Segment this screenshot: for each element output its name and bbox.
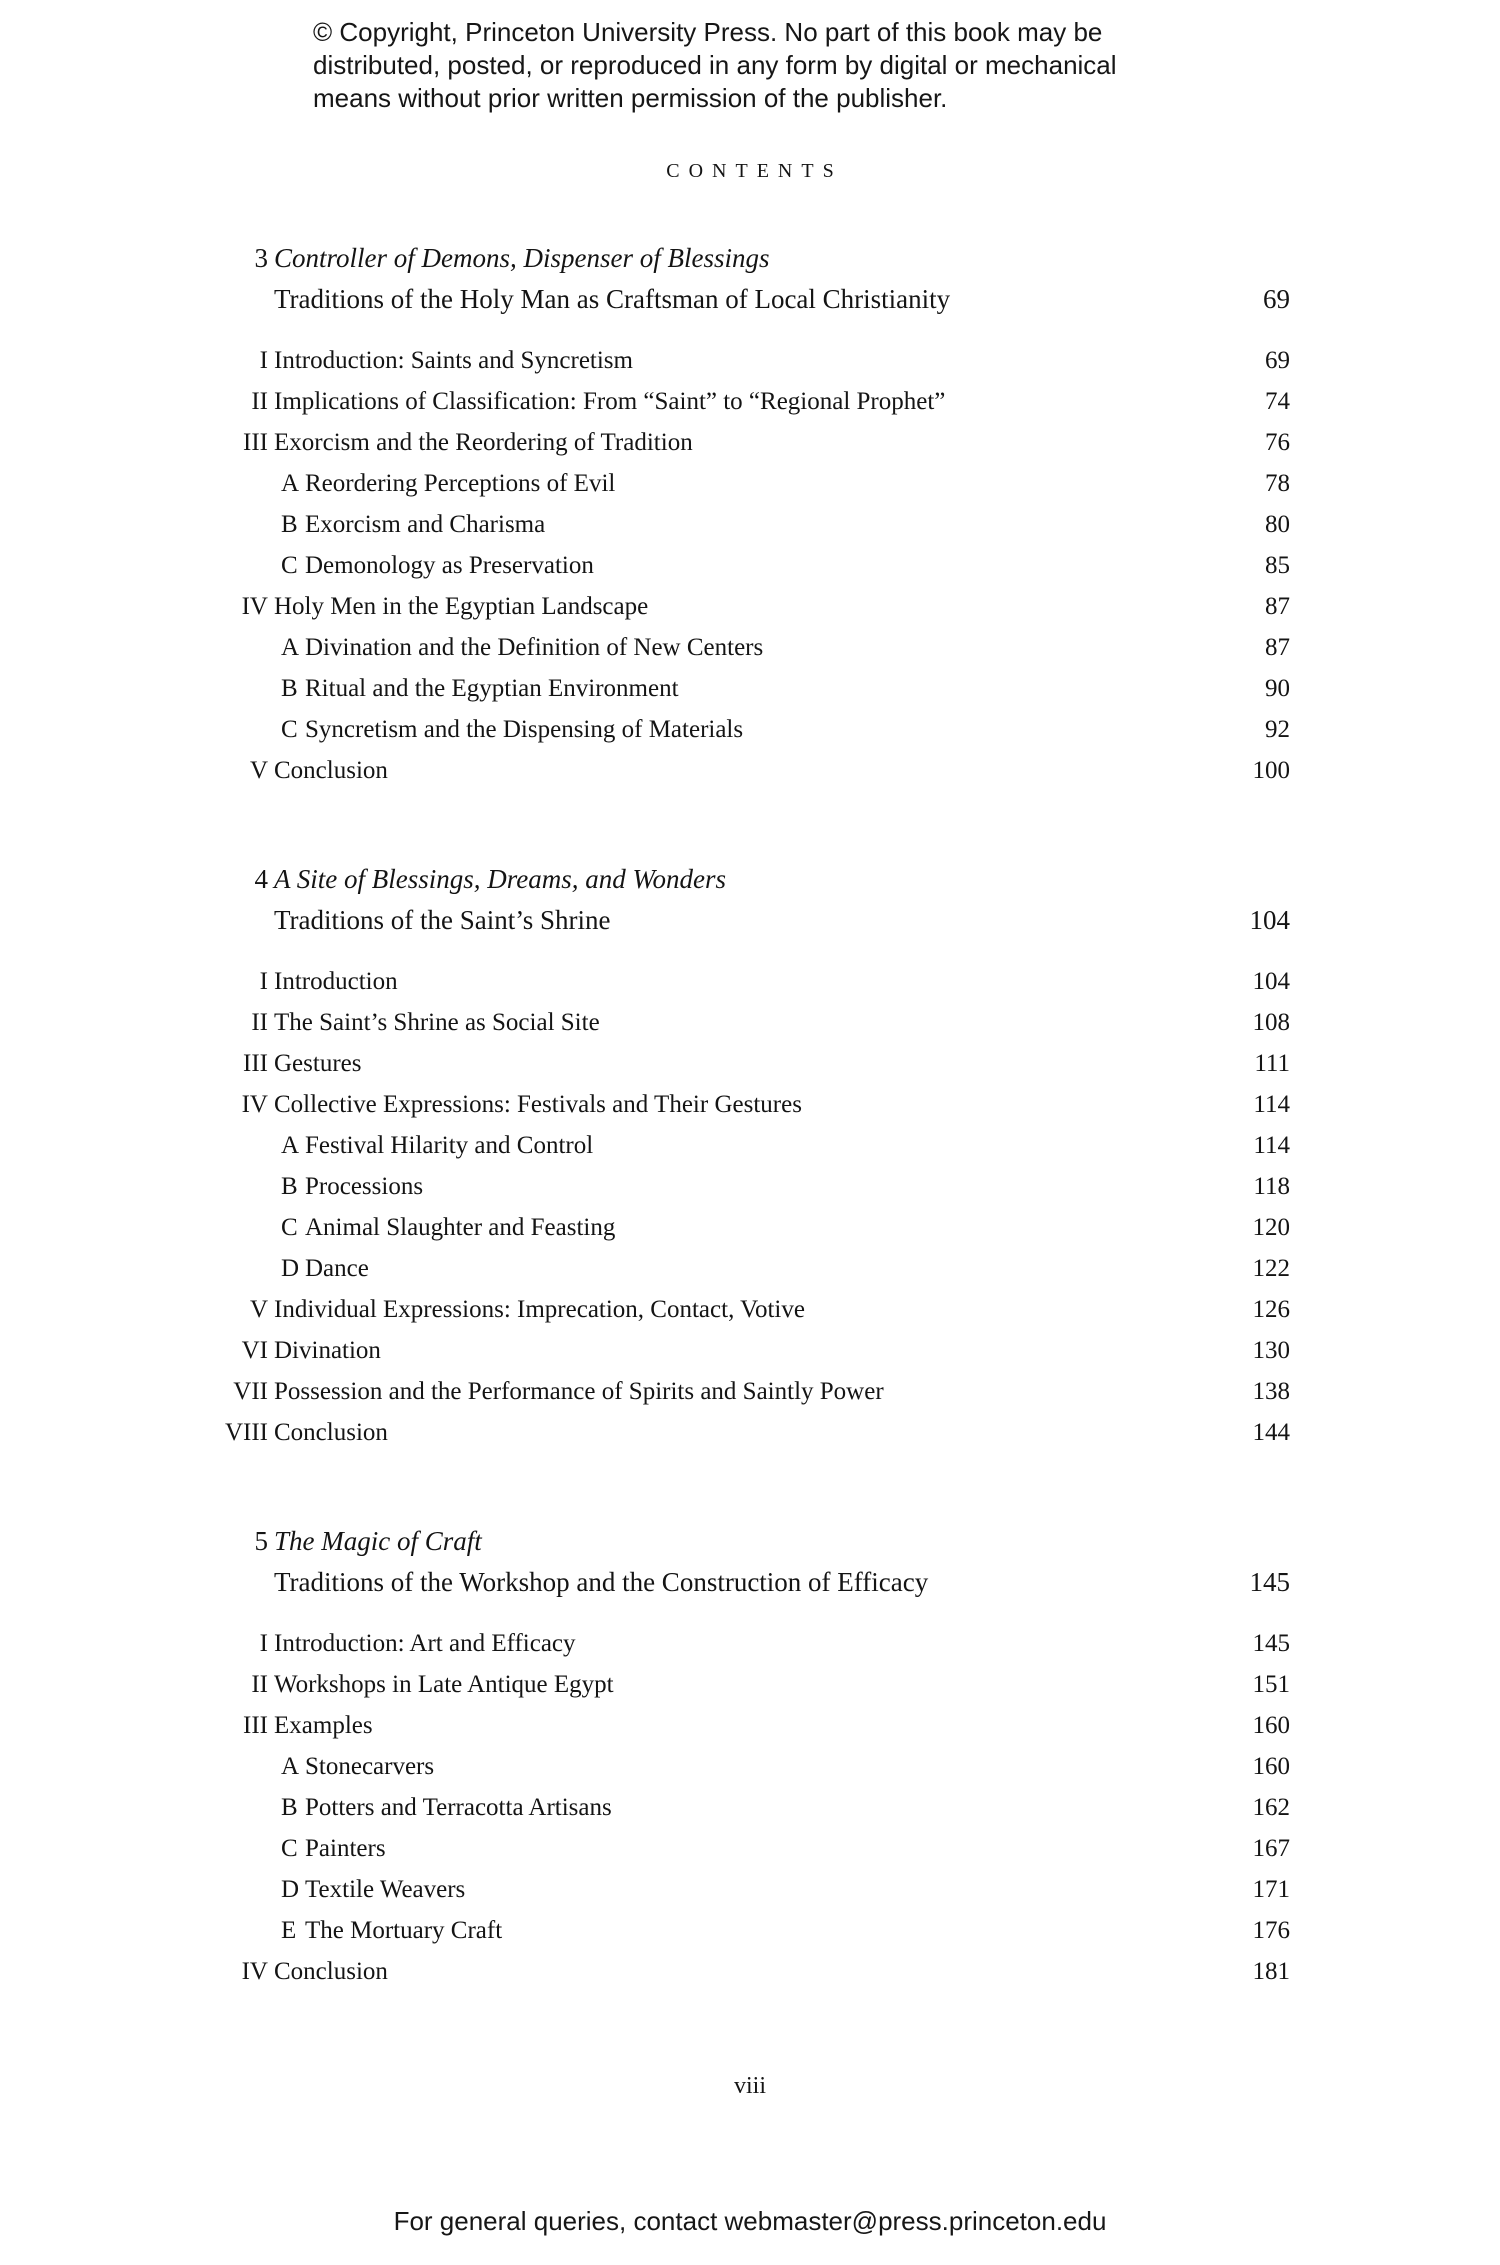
copyright-line: distributed, posted, or reproduced in any form by digital or mechanical: [313, 50, 1117, 80]
entry-label: Ritual and the Egyptian Environment: [305, 675, 679, 702]
entry-label-wrap: [274, 1951, 1230, 1992]
entry-letter: B: [281, 511, 298, 538]
entry-label-wrap: [274, 340, 1230, 381]
toc-entry: [160, 1084, 1290, 1125]
chapter-page: 104: [1249, 905, 1290, 935]
toc-entry: [160, 1412, 1290, 1453]
entry-page: 114: [1253, 1132, 1290, 1159]
entry-label: Stonecarvers: [305, 1753, 435, 1780]
entry-page: 144: [1252, 1419, 1290, 1446]
entry-label-wrap: [274, 1166, 1230, 1207]
chapter-number: 4: [254, 864, 268, 894]
folio-page-number: viii: [733, 2073, 766, 2099]
entry-numeral: VII: [233, 1378, 268, 1405]
entry-letter: C: [281, 1835, 298, 1862]
entry-label: Syncretism and the Dispensing of Materials: [305, 716, 744, 743]
entry-label: Painters: [305, 1835, 386, 1862]
entry-label: Exorcism and the Reordering of Tradition: [274, 429, 693, 456]
entry-label: Individual Expressions: Imprecation, Contact, Votive: [274, 1296, 805, 1323]
entry-page: 145: [1252, 1630, 1290, 1657]
toc-entry: [160, 340, 1290, 381]
toc-entry: [160, 1002, 1290, 1043]
entry-label-wrap: [274, 1623, 1230, 1664]
entry-label-wrap: [274, 422, 1230, 463]
entry-letter: C: [281, 716, 298, 743]
entry-label-wrap: [274, 627, 1230, 668]
entry-letter: C: [281, 552, 298, 579]
entry-numeral: IV: [241, 593, 268, 620]
entry-numeral: I: [259, 1630, 268, 1657]
entry-numeral: II: [251, 1009, 268, 1036]
entry-page: 176: [1252, 1917, 1290, 1944]
entry-page: 92: [1265, 716, 1290, 743]
entry-label-wrap: [274, 1412, 1230, 1453]
entry-label-wrap: [274, 1371, 1230, 1412]
toc-entry: [160, 586, 1290, 627]
chapter-heading: [160, 859, 1290, 900]
entry-label: Collective Expressions: Festivals and Their Gestures: [274, 1091, 802, 1118]
toc-entry: [160, 627, 1290, 668]
entry-letter: B: [281, 1794, 298, 1821]
toc-entry: [160, 422, 1290, 463]
toc-entry: [160, 750, 1290, 791]
entry-numeral: I: [259, 968, 268, 995]
entry-label: Examples: [274, 1712, 373, 1739]
entry-label: Implications of Classification: From “Saint” to “Regional Prophet”: [274, 388, 946, 415]
entry-label: Divination and the Definition of New Centers: [305, 634, 764, 661]
entry-label-wrap: [274, 1664, 1230, 1705]
chapter-number: 3: [254, 243, 268, 273]
toc-entry: [160, 1623, 1290, 1664]
chapter-subtitle: Traditions of the Workshop and the Construction of Efficacy: [274, 1567, 929, 1597]
entry-letter: E: [281, 1917, 297, 1944]
toc-entry: [160, 1664, 1290, 1705]
entry-label: Exorcism and Charisma: [305, 511, 546, 538]
entry-letter: A: [281, 1132, 300, 1159]
entry-label: Potters and Terracotta Artisans: [305, 1794, 612, 1821]
entry-label-wrap: [274, 1828, 1230, 1869]
entry-label-wrap: [274, 545, 1230, 586]
entry-label-wrap: [274, 1125, 1230, 1166]
entry-label: Reordering Perceptions of Evil: [305, 470, 616, 497]
entry-label: Animal Slaughter and Feasting: [305, 1214, 616, 1241]
toc-entry: [160, 709, 1290, 750]
chapter-page: 145: [1249, 1567, 1290, 1597]
entry-label: Holy Men in the Egyptian Landscape: [274, 593, 649, 620]
entry-page: 181: [1252, 1958, 1290, 1985]
toc-entry: [160, 1828, 1290, 1869]
entry-page: 69: [1265, 347, 1290, 374]
entry-page: 118: [1253, 1173, 1290, 1200]
entry-page: 122: [1252, 1255, 1290, 1282]
entry-label-wrap: [274, 750, 1230, 791]
entry-label-wrap: [274, 709, 1230, 750]
entry-label-wrap: [274, 1869, 1230, 1910]
toc-entry: [160, 1910, 1290, 1951]
toc-entry: [160, 1787, 1290, 1828]
entry-label: Divination: [274, 1337, 381, 1364]
entry-label-wrap: [274, 1910, 1230, 1951]
entry-label: Conclusion: [274, 1958, 388, 1985]
entry-numeral: II: [251, 388, 268, 415]
entry-page: 126: [1252, 1296, 1290, 1323]
chapter-heading: [160, 238, 1290, 279]
chapter-title: The Magic of Craft: [274, 1526, 482, 1556]
entry-label-wrap: [274, 381, 1230, 422]
entry-label: Introduction: Art and Efficacy: [274, 1630, 576, 1657]
toc-entry: [160, 1371, 1290, 1412]
entry-page: 78: [1265, 470, 1290, 497]
entry-label-wrap: [274, 1746, 1230, 1787]
entry-numeral: IV: [241, 1958, 268, 1985]
toc-entry: [160, 1207, 1290, 1248]
entry-label-wrap: [274, 1084, 1230, 1125]
entry-label: Workshops in Late Antique Egypt: [274, 1671, 614, 1698]
toc-entry: [160, 381, 1290, 422]
entry-letter: A: [281, 470, 300, 497]
entry-label: The Saint’s Shrine as Social Site: [274, 1009, 600, 1036]
chapter-subtitle: Traditions of the Saint’s Shrine: [274, 905, 611, 935]
entry-page: 171: [1252, 1876, 1290, 1903]
entry-label-wrap: [274, 504, 1230, 545]
entry-page: 138: [1252, 1378, 1290, 1405]
toc-entry: [160, 1869, 1290, 1910]
entry-page: 167: [1252, 1835, 1290, 1862]
entry-letter: B: [281, 1173, 298, 1200]
entry-page: 108: [1252, 1009, 1290, 1036]
entry-numeral: III: [243, 429, 268, 456]
entry-numeral: III: [243, 1712, 268, 1739]
toc-entry: [160, 1043, 1290, 1084]
entries-gap: [160, 941, 1290, 961]
entry-numeral: VI: [241, 1337, 268, 1364]
entry-page: 100: [1252, 757, 1290, 784]
entry-letter: D: [281, 1255, 300, 1282]
chapter-subtitle-row: [160, 279, 1290, 320]
entry-page: 74: [1265, 388, 1290, 415]
entry-numeral: III: [243, 1050, 268, 1077]
chapter-subtitle-row: [160, 1562, 1290, 1603]
toc-entry: [160, 1951, 1290, 1992]
entry-page: 87: [1265, 593, 1290, 620]
entry-page: 160: [1252, 1753, 1290, 1780]
entry-label-wrap: [274, 668, 1230, 709]
entry-numeral: V: [249, 757, 268, 784]
entry-label: Conclusion: [274, 757, 388, 784]
entry-label-wrap: [274, 1289, 1230, 1330]
toc-entry: [160, 1705, 1290, 1746]
entry-letter: D: [281, 1876, 300, 1903]
copyright-line: means without prior written permission of the publisher.: [313, 83, 948, 113]
toc-entry: [160, 1289, 1290, 1330]
entry-label: Festival Hilarity and Control: [305, 1132, 594, 1159]
entry-page: 76: [1265, 429, 1290, 456]
toc-entry: [160, 1746, 1290, 1787]
chapter-gap: [160, 791, 1290, 859]
toc-entry: [160, 545, 1290, 586]
entry-letter: C: [281, 1214, 298, 1241]
entry-label-wrap: [274, 1787, 1230, 1828]
page-title: CONTENTS: [666, 160, 843, 182]
toc-entry: [160, 668, 1290, 709]
entry-page: 85: [1265, 552, 1290, 579]
chapter-page: 69: [1263, 284, 1290, 314]
entry-numeral: VIII: [224, 1419, 268, 1446]
entries-gap: [160, 320, 1290, 340]
entry-label-wrap: [274, 1002, 1230, 1043]
entry-numeral: II: [251, 1671, 268, 1698]
toc-entry: [160, 1125, 1290, 1166]
entry-label: Possession and the Performance of Spirits and Saintly Power: [274, 1378, 884, 1405]
entry-label-wrap: [274, 463, 1230, 504]
chapter-number: 5: [254, 1526, 268, 1556]
entry-label: The Mortuary Craft: [305, 1917, 503, 1944]
entry-label: Introduction: Saints and Syncretism: [274, 347, 633, 374]
entry-label: Introduction: [274, 968, 398, 995]
entry-label: Processions: [305, 1173, 424, 1200]
chapter-subtitle: Traditions of the Holy Man as Craftsman of Local Christianity: [274, 284, 951, 314]
table-of-contents: [160, 238, 1290, 1992]
entry-label-wrap: [274, 1705, 1230, 1746]
entry-numeral: IV: [241, 1091, 268, 1118]
entry-label-wrap: [274, 961, 1230, 1002]
copyright-line: © Copyright, Princeton University Press. No part of this book may be: [313, 17, 1103, 47]
entry-letter: B: [281, 675, 298, 702]
entry-page: 80: [1265, 511, 1290, 538]
toc-entry: [160, 504, 1290, 545]
entry-page: 87: [1265, 634, 1290, 661]
footer-contact-line: For general queries, contact webmaster@press.princeton.edu: [393, 2206, 1107, 2236]
entry-page: 120: [1252, 1214, 1290, 1241]
toc-entry: [160, 961, 1290, 1002]
entry-page: 130: [1252, 1337, 1290, 1364]
toc-entry: [160, 1166, 1290, 1207]
toc-entry: [160, 463, 1290, 504]
entry-label-wrap: [274, 1248, 1230, 1289]
entry-label-wrap: [274, 1207, 1230, 1248]
entry-page: 104: [1252, 968, 1290, 995]
toc-entry: [160, 1330, 1290, 1371]
entry-label: Gestures: [274, 1050, 362, 1077]
entry-letter: A: [281, 634, 300, 661]
toc-entry: [160, 1248, 1290, 1289]
copyright-notice: [313, 16, 1117, 115]
entry-label-wrap: [274, 1043, 1230, 1084]
entry-label: Conclusion: [274, 1419, 388, 1446]
entry-label-wrap: [274, 1330, 1230, 1371]
entry-page: 151: [1252, 1671, 1290, 1698]
chapter-gap: [160, 1453, 1290, 1521]
entries-gap: [160, 1603, 1290, 1623]
entry-page: 111: [1254, 1050, 1290, 1077]
entry-numeral: V: [249, 1296, 268, 1323]
chapter-subtitle-row: [160, 900, 1290, 941]
entry-label-wrap: [274, 586, 1230, 627]
chapter-title: Controller of Demons, Dispenser of Blessings: [274, 243, 770, 273]
chapter-heading: [160, 1521, 1290, 1562]
entry-page: 114: [1253, 1091, 1290, 1118]
entry-page: 162: [1252, 1794, 1290, 1821]
entry-page: 160: [1252, 1712, 1290, 1739]
chapter-title: A Site of Blessings, Dreams, and Wonders: [274, 864, 726, 894]
entry-numeral: I: [259, 347, 268, 374]
entry-label: Demonology as Preservation: [305, 552, 594, 579]
entry-label: Dance: [305, 1255, 369, 1282]
entry-letter: A: [281, 1753, 300, 1780]
entry-label: Textile Weavers: [305, 1876, 466, 1903]
entry-page: 90: [1265, 675, 1290, 702]
